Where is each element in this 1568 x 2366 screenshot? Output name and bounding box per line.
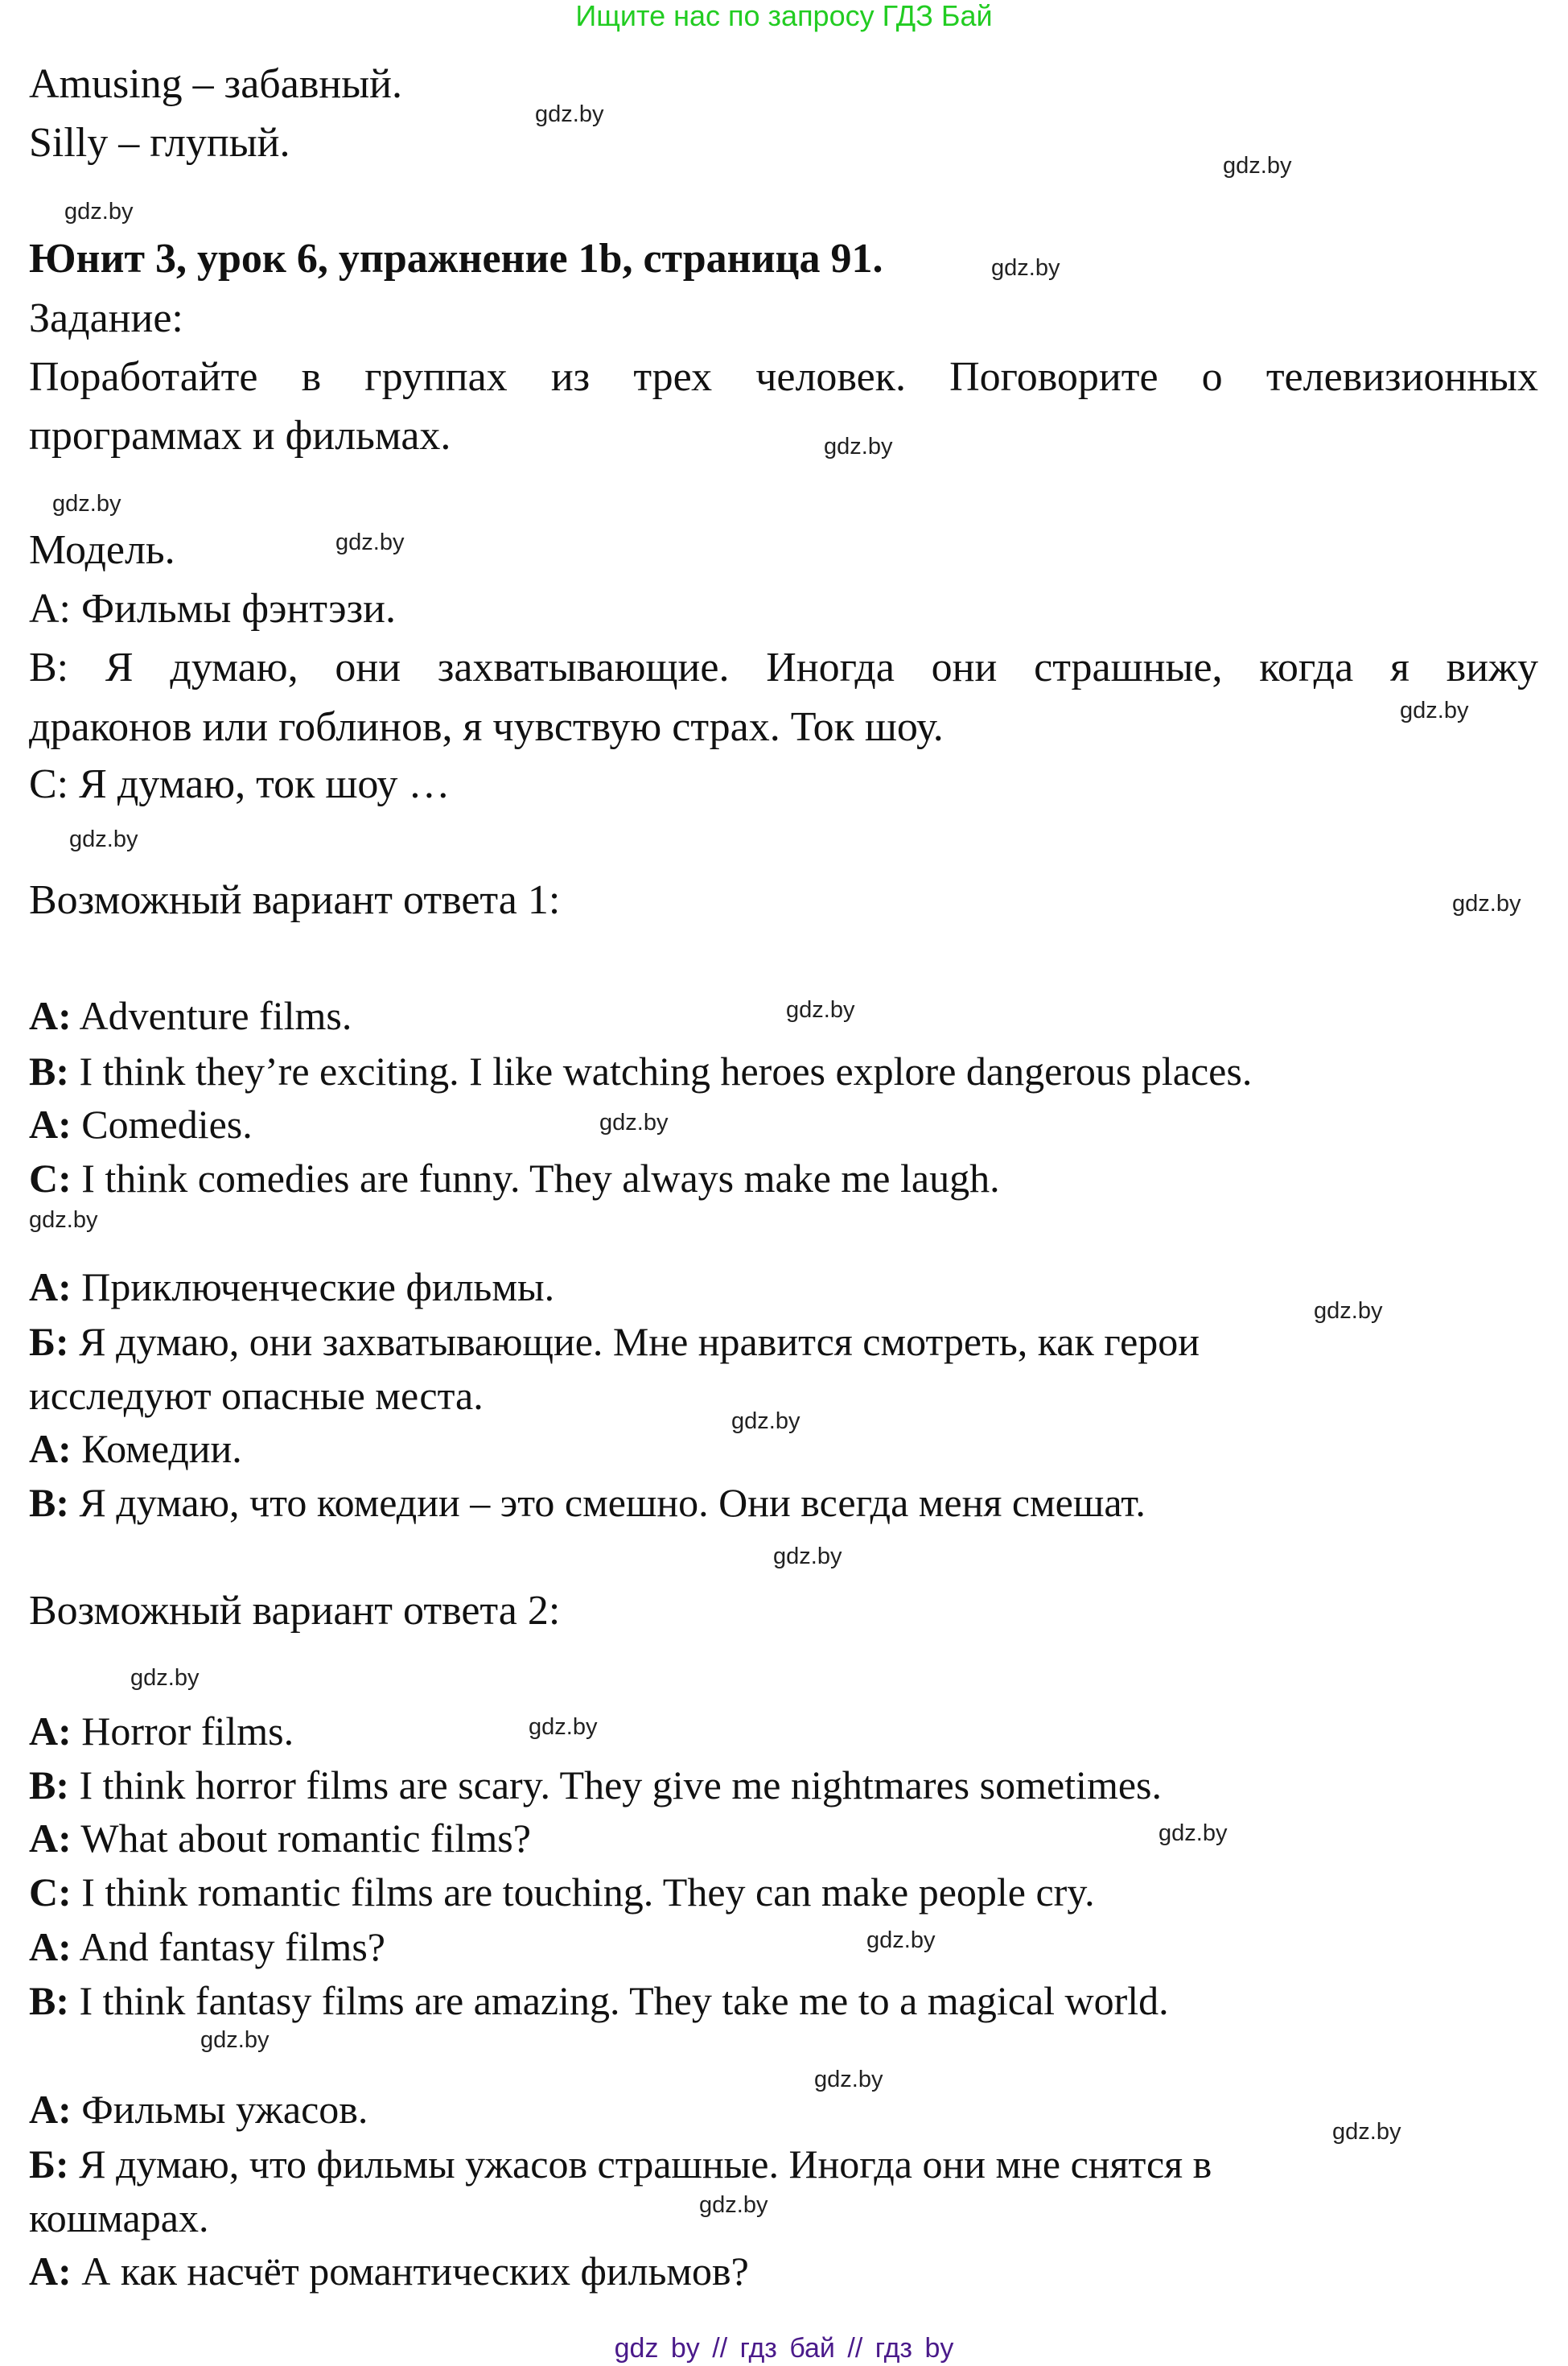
task-label: Задание: bbox=[29, 295, 183, 341]
dialogue-line bbox=[29, 1866, 1095, 1918]
speaker-label: A: bbox=[29, 1924, 72, 1969]
speaker-label: B: bbox=[29, 1978, 69, 2023]
watermark: gdz.by bbox=[52, 491, 121, 517]
speaker-label: B: bbox=[29, 1049, 69, 1094]
dialogue-text: Adventure films. bbox=[71, 993, 352, 1038]
model-line: A: Фильмы фэнтэзи. bbox=[29, 586, 396, 632]
speaker-label: A: bbox=[29, 2249, 72, 2294]
task-text: программах и фильмах. bbox=[29, 413, 451, 459]
variant-1-label: Возможный вариант ответа 1: bbox=[29, 877, 561, 923]
dialogue-line bbox=[29, 1370, 484, 1421]
dialogue-line bbox=[29, 1759, 1162, 1811]
speaker-label: A: bbox=[29, 1426, 72, 1471]
watermark: gdz.by bbox=[1400, 698, 1469, 723]
speaker-label: A: bbox=[29, 1816, 72, 1861]
dialogue-text: Я думаю, что фильмы ужасов страшные. Иногда они мне снятся в bbox=[68, 2141, 1212, 2187]
watermark: gdz.by bbox=[599, 1110, 669, 1136]
dialogue-line bbox=[29, 2245, 749, 2297]
dialogue-text: Я думаю, они захватывающие. Мне нравится смотреть, как герои bbox=[68, 1319, 1200, 1364]
model-label: Модель. bbox=[29, 527, 175, 573]
variant-2-label: Возможный вариант ответа 2: bbox=[29, 1588, 561, 1634]
watermark: gdz.by bbox=[991, 255, 1060, 281]
model-line: B: Я думаю, они захватывающие. Иногда они страшные, когда я вижу bbox=[29, 645, 1538, 690]
dialogue-line bbox=[29, 1045, 1252, 1097]
speaker-label: B: bbox=[29, 1762, 69, 1807]
dialogue-text: исследуют опасные места. bbox=[29, 1373, 484, 1418]
dialogue-line bbox=[29, 2084, 368, 2135]
dialogue-text: I think romantic films are touching. They can make people cry. bbox=[71, 1869, 1095, 1915]
dialogue-text: What about romantic films? bbox=[71, 1816, 531, 1861]
dialogue-text: I think fantasy films are amazing. They take me to a magical world. bbox=[69, 1978, 1169, 2023]
watermark: gdz.by bbox=[535, 101, 604, 127]
watermark: gdz.by bbox=[335, 530, 405, 555]
watermark: gdz.by bbox=[1332, 2119, 1401, 2145]
watermark: gdz.by bbox=[29, 1207, 98, 1233]
dialogue-text: Приключенческие фильмы. bbox=[71, 1264, 555, 1309]
watermark: gdz.by bbox=[786, 997, 855, 1023]
model-line: драконов или гоблинов, я чувствую страх. Ток шоу. bbox=[29, 704, 944, 750]
speaker-label: A: bbox=[29, 1709, 72, 1754]
watermark: gdz.by bbox=[529, 1714, 598, 1740]
search-banner: Ищите нас по запросу ГДЗ Бай bbox=[575, 0, 993, 32]
watermark: gdz.by bbox=[699, 2192, 768, 2218]
exercise-heading: Юнит 3, урок 6, упражнение 1b, страница 91. bbox=[29, 236, 883, 282]
dialogue-text: Фильмы ужасов. bbox=[71, 2087, 368, 2132]
dialogue-line bbox=[29, 1975, 1169, 2026]
dialogue-text: Horror films. bbox=[71, 1709, 294, 1754]
watermark: gdz.by bbox=[866, 1927, 936, 1953]
dialogue-line bbox=[29, 2192, 208, 2244]
dialogue-text: And fantasy films? bbox=[71, 1924, 385, 1969]
dialogue-line bbox=[29, 1423, 242, 1474]
model-line: C: Я думаю, ток шоу … bbox=[29, 761, 451, 807]
watermark: gdz.by bbox=[1223, 153, 1292, 179]
watermark: gdz.by bbox=[1452, 891, 1521, 917]
dialogue-line bbox=[29, 1812, 531, 1864]
task-text: Поработайте в группах из трех человек. Поговорите о телевизионных bbox=[29, 354, 1538, 400]
speaker-label: A: bbox=[29, 2087, 72, 2132]
dialogue-text: Comedies. bbox=[71, 1102, 253, 1147]
watermark: gdz.by bbox=[731, 1408, 800, 1434]
dialogue-line bbox=[29, 1921, 385, 1972]
watermark: gdz.by bbox=[69, 826, 138, 852]
speaker-label: Б: bbox=[29, 1319, 69, 1364]
watermark: gdz.by bbox=[130, 1665, 200, 1691]
speaker-label: C: bbox=[29, 1156, 72, 1201]
speaker-label: В: bbox=[29, 1480, 69, 1525]
watermark: gdz.by bbox=[1314, 1298, 1383, 1324]
watermark: gdz.by bbox=[824, 434, 893, 460]
dialogue-line bbox=[29, 990, 352, 1041]
dialogue-line bbox=[29, 1098, 253, 1150]
vocab-line: Amusing – забавный. bbox=[29, 61, 402, 107]
dialogue-line bbox=[29, 1477, 1146, 1528]
speaker-label: A: bbox=[29, 1102, 72, 1147]
dialogue-line bbox=[29, 2138, 1212, 2190]
dialogue-line bbox=[29, 1261, 554, 1313]
footer-links: gdz by // гдз бай // гдз by bbox=[614, 2333, 954, 2364]
dialogue-line bbox=[29, 1705, 294, 1757]
watermark: gdz.by bbox=[1159, 1820, 1228, 1846]
speaker-label: A: bbox=[29, 1264, 72, 1309]
dialogue-text: I think horror films are scary. They give me nightmares sometimes. bbox=[69, 1762, 1162, 1807]
watermark: gdz.by bbox=[773, 1544, 842, 1569]
watermark: gdz.by bbox=[814, 2067, 883, 2092]
dialogue-text: кошмарах. bbox=[29, 2195, 209, 2240]
watermark: gdz.by bbox=[200, 2027, 270, 2053]
dialogue-text: I think they’re exciting. I like watching heroes explore dangerous places. bbox=[69, 1049, 1253, 1094]
speaker-label: Б: bbox=[29, 2141, 69, 2187]
dialogue-text: I think comedies are funny. They always make me laugh. bbox=[71, 1156, 1000, 1201]
vocab-line: Silly – глупый. bbox=[29, 120, 290, 166]
watermark: gdz.by bbox=[64, 199, 134, 225]
dialogue-text: А как насчёт романтических фильмов? bbox=[71, 2249, 749, 2294]
dialogue-line bbox=[29, 1316, 1200, 1367]
speaker-label: A: bbox=[29, 993, 72, 1038]
dialogue-text: Я думаю, что комедии – это смешно. Они всегда меня смешат. bbox=[69, 1480, 1146, 1525]
dialogue-text: Комедии. bbox=[71, 1426, 242, 1471]
dialogue-line bbox=[29, 1152, 1000, 1204]
speaker-label: C: bbox=[29, 1869, 72, 1915]
